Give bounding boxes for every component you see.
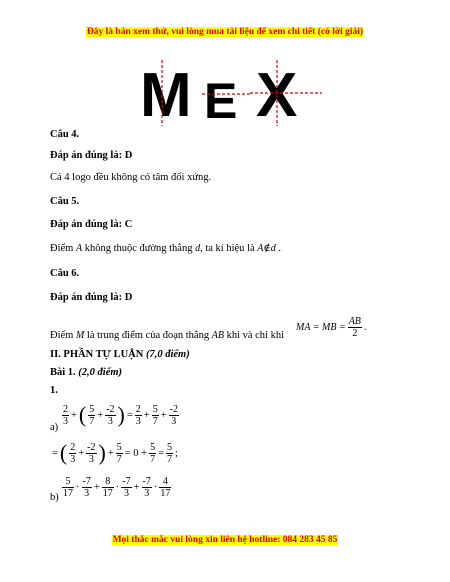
question-4-title: Câu 4.	[50, 129, 80, 140]
part-b-label: b)	[50, 492, 59, 503]
segment-ab-symbol: AB	[211, 330, 224, 341]
math-line-a2: = ( $\frac{2}{3}$ + $\frac{-2}{3}$ ) + $\frac{5}{7}$ = 0 + $\frac{5}{7}$ = $\frac{5}{7}$ ;	[52, 440, 178, 465]
math-line-b: $\frac{5}{17}$ · $\frac{-7}{3}$ + $\frac{8}{17}$ · $\frac{-7}{3}$ + $\frac{-7}{3}$ · $\frac{4}{17}$	[63, 476, 171, 499]
question-5-text: Điểm A không thuộc đường thẳng d, ta kí hiệu là A∉d .	[50, 243, 282, 254]
logo-letters-image	[132, 60, 322, 126]
math-line-a1: $\frac{2}{3}$ + ( $\frac{5}{7}$ + $\frac{-2}{3}$ ) = $\frac{2}{3}$ + $\frac{5}{7}$ + $\frac{-2}{3}$	[63, 402, 178, 427]
part-a-label: a)	[50, 422, 59, 433]
question-6-text: Điểm M là trung điểm của đoạn thẳng AB khi và chỉ khi	[50, 330, 285, 341]
exercise-1-item: 1.	[50, 385, 58, 396]
midpoint-equation: MA = MB = $\frac{AB}{2}$ .	[296, 316, 367, 339]
logo-m: M	[140, 61, 192, 126]
question-4-answer: Đáp án đúng là: D	[50, 150, 133, 161]
point-a-symbol: A	[75, 243, 83, 254]
not-belongs-notation: A∉d	[257, 243, 276, 254]
exercise-1-heading: Bài 1. (2,0 điểm)	[50, 367, 123, 378]
question-4-text: Cả 4 logo đều không có tâm đối xứng.	[50, 172, 212, 183]
line-d-symbol: d	[195, 243, 201, 254]
question-5-title: Câu 5.	[50, 196, 80, 207]
logo-x: X	[256, 61, 298, 126]
part-2-heading: II. PHẦN TỰ LUẬN (7,0 điểm)	[50, 349, 190, 360]
question-6-title: Câu 6.	[50, 268, 80, 279]
point-m-symbol: M	[75, 330, 85, 341]
preview-banner: Đây là bản xem thử, vui lòng mua tài liệu để xem chi tiết (có lời giải)	[86, 27, 364, 37]
question-6-answer: Đáp án đúng là: D	[50, 292, 133, 303]
hotline-banner: Mọi thắc mắc vui lòng xin liên hệ hotline: 084 283 45 85	[112, 535, 338, 545]
logo-e: E	[204, 73, 238, 126]
question-5-answer: Đáp án đúng là: C	[50, 219, 133, 230]
